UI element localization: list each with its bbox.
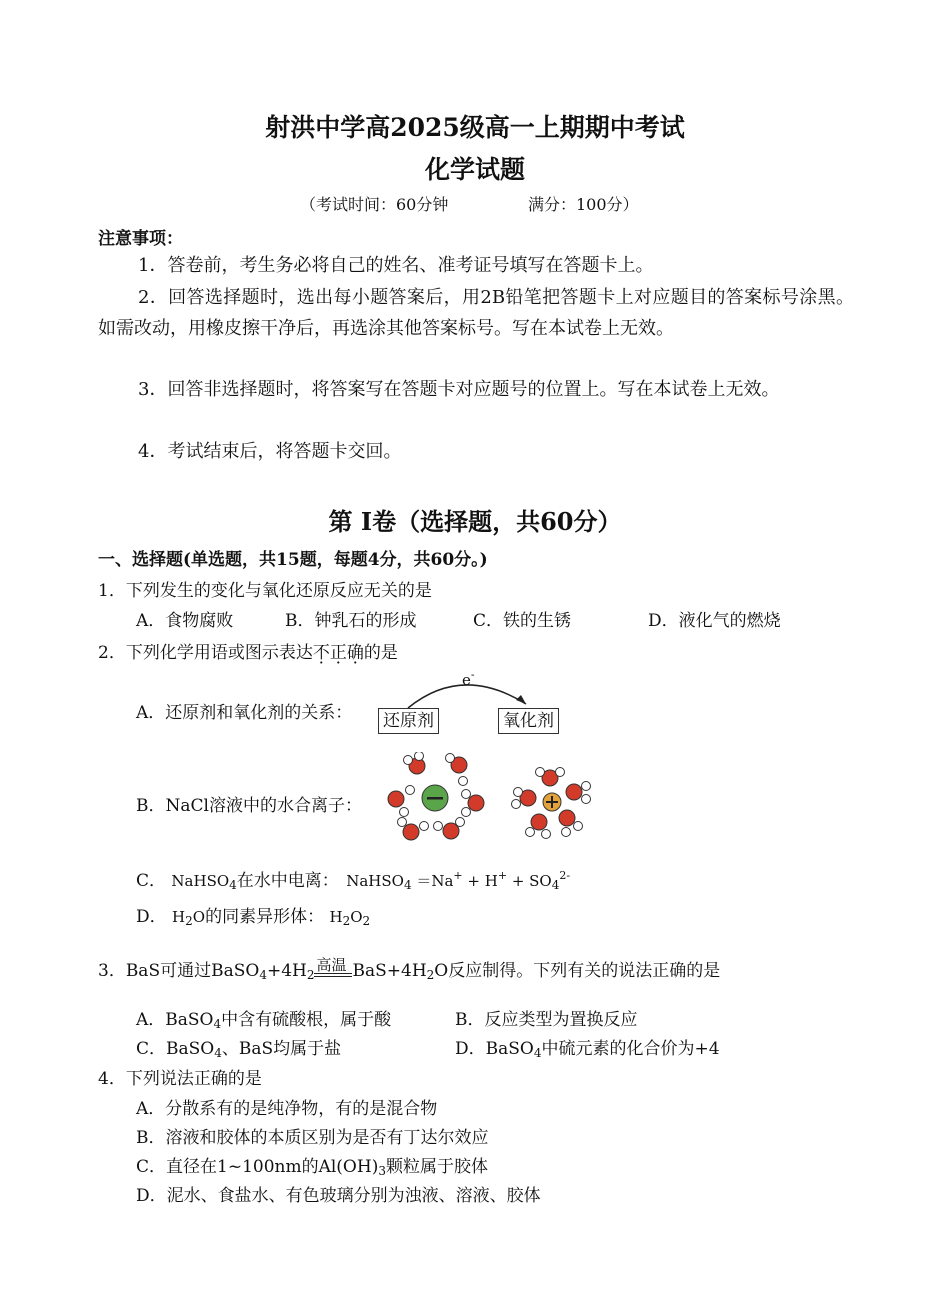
q2-stem: 2．下列化学用语或图示表达不正确的是 xyxy=(98,643,398,663)
q3-stem: 3．BaS可通过$BaSO_4+4H_2$ 高温 $BaS+4H_2O$反应制得。下列有关的说法正确的是 xyxy=(98,956,721,982)
q4-stem: 4．下列说法正确的是 xyxy=(98,1069,262,1089)
q4-option-d: D．泥水、食盐水、有色玻璃分别为浊液、溶液、胶体 xyxy=(136,1186,541,1206)
q1-stem: 1．下列发生的变化与氧化还原反应无关的是 xyxy=(98,581,432,601)
exam-title: 射洪中学高2025级高一上期期中考试 xyxy=(265,113,685,142)
q1-option-a: A．食物腐败 xyxy=(136,611,234,631)
minus-sign-icon xyxy=(427,797,443,800)
q1-option-d: D．液化气的燃烧 xyxy=(648,611,781,631)
q4-option-c: C．直径在1~100nm的$Al(OH)_3$颗粒属于胶体 xyxy=(136,1157,488,1178)
q3-option-b: B．反应类型为置换反应 xyxy=(455,1010,638,1030)
sodium-hydration xyxy=(512,768,591,839)
q1-option-c: C．铁的生锈 xyxy=(473,611,572,631)
q2-option-b-label: B．NaCl溶液中的水合离子： xyxy=(136,796,362,816)
oxidant-box: 氧化剂 xyxy=(498,708,559,734)
q1-option-b: B．钟乳石的形成 xyxy=(285,611,417,631)
q2-option-c: C． NaHSO$_4$在水中电离： NaHSO$_4$ $=Na^+ + H^+ + SO_4^{2-}$ xyxy=(136,869,571,892)
chloride-hydration xyxy=(388,752,484,840)
electron-label: e- xyxy=(462,668,475,689)
reaction-condition: 高温 xyxy=(316,956,347,974)
q3-option-a: A．BaSO$_4$中含有硫酸根，属于酸 xyxy=(136,1010,392,1031)
q4-option-b: B．溶液和胶体的本质区别为是否有丁达尔效应 xyxy=(136,1128,489,1148)
q3-option-c: C．BaSO$_4$、BaS均属于盐 xyxy=(136,1039,342,1060)
q2-option-a-label: A．还原剂和氧化剂的关系： xyxy=(136,703,353,723)
q3-option-d: D．BaSO$_4$中硫元素的化合价为+4 xyxy=(455,1039,720,1060)
exam-time: （考试时间：60分钟 xyxy=(300,195,449,214)
section-heading: 一、选择题(单选题，共15题，每题4分，共60分。) xyxy=(98,550,488,570)
notice-item-3: 3．回答非选择题时，将答案写在答题卡对应题号的位置上。写在本试卷上无效。 xyxy=(138,379,780,400)
notice-item-2: 2．回答选择题时，选出每小题答案后，用2B铅笔把答题卡上对应题目的答案标号涂黑。如需改动，用橡皮擦干净后，再选涂其他答案标号。写在本试卷上无效。 xyxy=(98,287,854,339)
notice-item-4: 4．考试结束后，将答题卡交回。 xyxy=(138,441,402,462)
q4-option-a: A．分散系有的是纯净物，有的是混合物 xyxy=(136,1099,438,1119)
full-score: 满分：100分） xyxy=(528,195,639,214)
part1-title: 第 Ⅰ卷（选择题，共60分） xyxy=(328,507,622,536)
notice-heading: 注意事项： xyxy=(98,229,183,249)
notice-item-1: 1．答卷前，考生务必将自己的姓名、准考证号填写在答题卡上。 xyxy=(138,255,654,276)
reductant-box: 还原剂 xyxy=(378,708,439,734)
hydrated-ions-figure xyxy=(380,752,610,844)
q2-option-d: D． $H_2O$的同素异形体： $H_2O_2$ xyxy=(136,907,371,928)
subject-title: 化学试题 xyxy=(424,155,525,184)
